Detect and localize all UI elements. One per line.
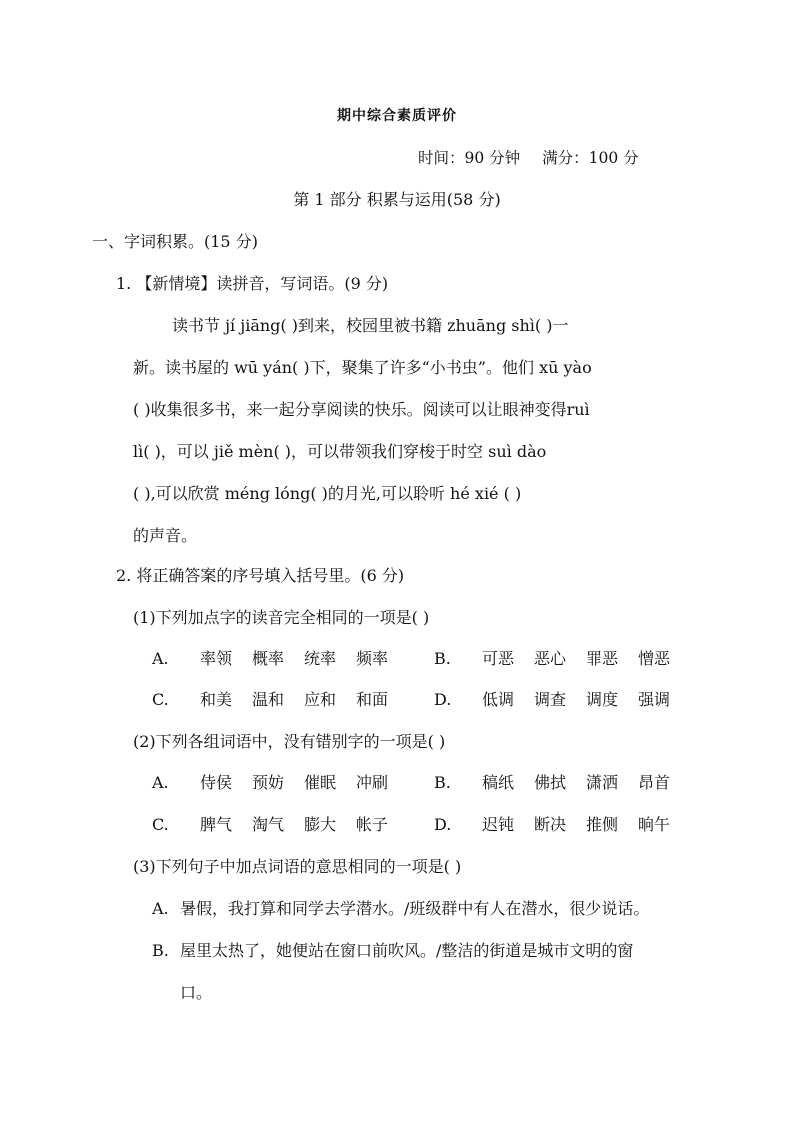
- option-letter: C.: [152, 690, 169, 709]
- q2-sub2-option-a: [152, 773, 408, 793]
- option-word: 率领: [200, 649, 233, 668]
- exam-time: 时间：90 分钟: [418, 149, 521, 167]
- option-word: 昂首: [638, 773, 671, 792]
- q1-line-6: 的声音。: [133, 526, 198, 545]
- q2-sub1-option-d: [434, 690, 690, 710]
- option-word: 低调: [482, 690, 515, 709]
- option-word: 潇洒: [586, 773, 619, 792]
- option-word: 调查: [534, 690, 567, 709]
- option-letter: B.: [152, 941, 169, 960]
- option-word: 预妨: [252, 773, 285, 792]
- option-text: 屋里太热了，她便站在窗口前吹风。/整洁的街道是城市文明的窗: [180, 941, 634, 960]
- q2-sub3-option-a: [152, 899, 649, 919]
- option-word: 恶心: [534, 649, 567, 668]
- option-word: 憎恶: [638, 649, 671, 668]
- exam-title: 期中综合素质评价: [337, 108, 457, 124]
- q1-line-2: 新。读书屋的 wū yán( )下，聚集了许多“小书虫”。他们 xū yào: [133, 358, 592, 377]
- option-word: 强调: [638, 690, 671, 709]
- q2-sub3-stem: (3)下列句子中加点词语的意思相同的一项是( ): [133, 857, 462, 876]
- option-word: 膨大: [304, 815, 337, 834]
- section-heading: 一、字词积累。(15 分): [92, 232, 258, 251]
- q2-sub1-option-c: [152, 690, 408, 710]
- option-word: 稿纸: [482, 773, 515, 792]
- option-word: 佛拭: [534, 773, 567, 792]
- option-letter: A.: [152, 899, 169, 918]
- option-word: 调度: [586, 690, 619, 709]
- option-word: 晌午: [638, 815, 671, 834]
- option-word: 概率: [252, 649, 285, 668]
- option-word: 侍侯: [200, 773, 233, 792]
- option-word: 和美: [200, 690, 233, 709]
- q2-sub1-option-b: [434, 649, 690, 669]
- q2-sub2-option-d: [434, 815, 690, 835]
- exam-score: 满分：100 分: [542, 149, 639, 167]
- option-word: 推侧: [586, 815, 619, 834]
- q1-line-5: ( ),可以欣赏 méng lóng( )的月光,可以聆听 hé xié ( ): [133, 484, 522, 503]
- option-word: 帐子: [356, 815, 389, 834]
- q1-stem: 1. 【新情境】读拼音，写词语。(9 分): [116, 274, 389, 293]
- part-heading: 第 1 部分 积累与运用(58 分): [293, 190, 501, 209]
- exam-meta: [418, 148, 639, 168]
- option-word: 统率: [304, 649, 337, 668]
- option-word: 可恶: [482, 649, 515, 668]
- option-word: 罪恶: [586, 649, 619, 668]
- q1-line-1: 读书节 jí jiāng( )到来，校园里被书籍 zhuāng shì( )一: [172, 316, 569, 335]
- option-letter: B.: [434, 649, 451, 668]
- option-word: 断决: [534, 815, 567, 834]
- q2-sub3-option-b: [152, 941, 633, 961]
- q2-sub2-option-b: [434, 773, 690, 793]
- option-letter: B.: [434, 773, 451, 792]
- q2-sub1-option-a: [152, 649, 408, 669]
- option-word: 频率: [356, 649, 389, 668]
- option-letter: D.: [434, 815, 452, 834]
- option-word: 冲刷: [356, 773, 389, 792]
- option-letter: A.: [152, 773, 169, 792]
- q2-sub3-option-b-cont: 口。: [180, 983, 213, 1002]
- q2-sub1-stem: (1)下列加点字的读音完全相同的一项是( ): [133, 608, 430, 627]
- q2-sub2-stem: (2)下列各组词语中，没有错别字的一项是( ): [133, 732, 446, 751]
- option-text: 暑假，我打算和同学去学潜水。/班级群中有人在潜水，很少说话。: [180, 899, 650, 918]
- q2-sub2-option-c: [152, 815, 408, 835]
- option-letter: D.: [434, 690, 452, 709]
- option-word: 和面: [356, 690, 389, 709]
- option-word: 催眠: [304, 773, 337, 792]
- option-word: 应和: [304, 690, 337, 709]
- option-letter: A.: [152, 649, 169, 668]
- q2-stem: 2. 将正确答案的序号填入括号里。(6 分): [116, 566, 405, 585]
- q1-line-4: lì( )，可以 jiě mèn( )，可以带领我们穿梭于时空 suì dào: [133, 442, 547, 461]
- option-word: 温和: [252, 690, 285, 709]
- option-word: 脾气: [200, 815, 233, 834]
- option-letter: C.: [152, 815, 169, 834]
- q1-line-3: ( )收集很多书，来一起分享阅读的快乐。阅读可以让眼神变得ruì: [133, 400, 590, 419]
- option-word: 迟钝: [482, 815, 515, 834]
- option-word: 淘气: [252, 815, 285, 834]
